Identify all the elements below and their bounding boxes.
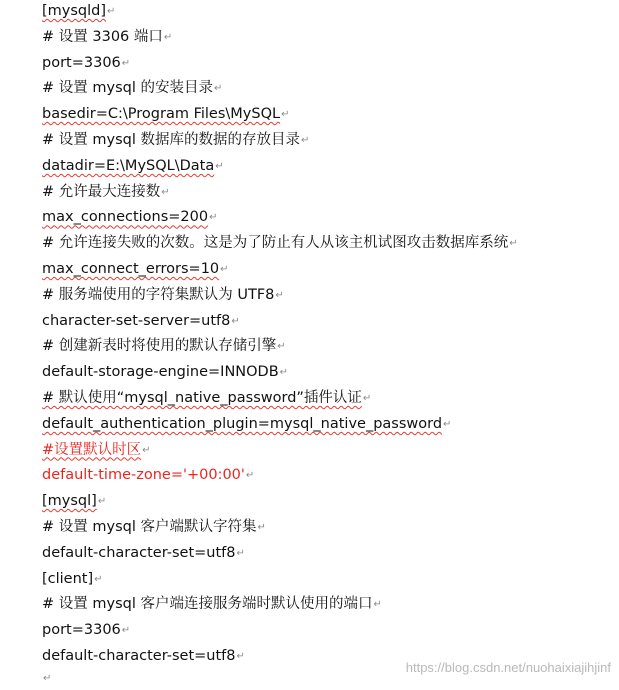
line-text: datadir=E:\MySQL\Data: [42, 157, 215, 174]
paragraph-mark-icon: ↵: [275, 289, 284, 301]
config-line[interactable]: [42, 52, 130, 74]
paragraph-mark-icon: ↵: [220, 264, 229, 275]
paragraph-mark-icon: ↵: [443, 418, 452, 430]
comment-line[interactable]: [42, 77, 222, 99]
line-text: # 设置 mysql 客户端连接服务端时默认使用的端口: [42, 596, 373, 613]
line-text: # 创建新表时将使用的默认存储引擎: [42, 338, 277, 355]
section-header-line[interactable]: [42, 568, 103, 590]
line-text: # 设置 mysql 的安装目录: [42, 80, 213, 97]
paragraph-mark-icon: ↵: [209, 212, 218, 224]
comment-line[interactable]: [42, 593, 382, 615]
config-line[interactable]: [42, 103, 289, 125]
line-text: [mysqld]: [42, 3, 107, 19]
line-text: # 允许最大连接数: [42, 183, 161, 200]
paragraph-mark-icon: ↵: [142, 444, 151, 456]
config-line[interactable]: [42, 258, 229, 280]
paragraph-mark-icon: ↵: [257, 522, 266, 533]
paragraph-mark-icon: ↵: [509, 238, 518, 250]
paragraph-mark-icon: ↵: [300, 135, 310, 146]
paragraph-mark-icon: ↵: [215, 160, 224, 172]
paragraph-mark-icon: ↵: [373, 599, 382, 611]
paragraph-mark-icon: ↵: [121, 57, 131, 69]
line-text: max_connections=200: [42, 209, 209, 226]
line-text: # 允许连接失败的次数。这是为了防止有人从该主机试图攻击数据库系统: [42, 235, 509, 252]
line-text: character-set-server=utf8: [42, 312, 231, 329]
empty-line[interactable]: [42, 667, 51, 689]
line-text: port=3306: [42, 54, 121, 71]
paragraph-mark-icon: ↵: [107, 6, 116, 17]
comment-line[interactable]: [42, 284, 284, 306]
config-line[interactable]: [42, 155, 224, 177]
line-text: # 设置 3306 端口: [42, 28, 163, 45]
paragraph-mark-icon: ↵: [245, 470, 255, 482]
line-text: [mysql]: [42, 493, 97, 510]
paragraph-mark-icon: ↵: [213, 83, 223, 95]
paragraph-mark-icon: ↵: [161, 186, 170, 198]
paragraph-mark-icon: ↵: [279, 367, 289, 379]
comment-line[interactable]: [42, 232, 518, 254]
config-line[interactable]: [42, 413, 451, 435]
paragraph-mark-icon: ↵: [97, 496, 107, 508]
paragraph-mark-icon: ↵: [231, 315, 240, 327]
config-line[interactable]: [42, 645, 245, 667]
line-text: [client]: [42, 570, 94, 587]
comment-line[interactable]: [42, 335, 286, 357]
line-text: # 服务端使用的字符集默认为 UTF8: [42, 286, 275, 303]
highlighted-config-line[interactable]: [42, 464, 254, 486]
config-line[interactable]: [42, 310, 240, 332]
line-text: #设置默认时区: [42, 441, 142, 458]
comment-line[interactable]: [42, 26, 172, 48]
paragraph-mark-icon: ↵: [236, 651, 245, 662]
line-text: # 默认使用“mysql_native_password”插件认证: [42, 390, 362, 406]
line-text: default-time-zone='+00:00': [42, 467, 245, 484]
line-text: # 设置 mysql 客户端默认字符集: [42, 519, 257, 535]
comment-line[interactable]: [42, 516, 266, 538]
paragraph-mark-icon: ↵: [236, 547, 245, 559]
paragraph-mark-icon: ↵: [163, 31, 173, 43]
line-text: default_authentication_plugin=mysql_native_password: [42, 415, 443, 432]
config-line[interactable]: [42, 619, 130, 641]
line-text: default-storage-engine=INNODB: [42, 364, 279, 381]
config-line[interactable]: [42, 542, 245, 564]
config-line[interactable]: [42, 0, 115, 22]
comment-line[interactable]: [42, 387, 371, 409]
line-text: # 设置 mysql 数据库的数据的存放目录: [42, 132, 300, 148]
section-header-line[interactable]: [42, 490, 106, 512]
paragraph-mark-icon: ↵: [277, 341, 286, 353]
paragraph-mark-icon: ↵: [362, 393, 372, 404]
watermark: https://blog.csdn.net/nuohaixiajihjinf: [405, 660, 611, 675]
line-text: default-character-set=utf8: [42, 648, 236, 664]
comment-line[interactable]: [42, 129, 309, 151]
config-line[interactable]: [42, 206, 218, 228]
paragraph-mark-icon: ↵: [43, 673, 52, 684]
paragraph-mark-icon: ↵: [281, 109, 290, 121]
line-text: basedir=C:\Program Files\MySQL: [42, 106, 281, 123]
line-text: max_connect_errors=10: [42, 261, 220, 277]
paragraph-mark-icon: ↵: [121, 625, 131, 637]
line-text: port=3306: [42, 622, 121, 639]
config-line[interactable]: [42, 361, 288, 383]
highlighted-comment-line[interactable]: [42, 439, 151, 461]
line-text: default-character-set=utf8: [42, 544, 236, 561]
comment-line[interactable]: [42, 181, 170, 203]
paragraph-mark-icon: ↵: [94, 573, 103, 585]
